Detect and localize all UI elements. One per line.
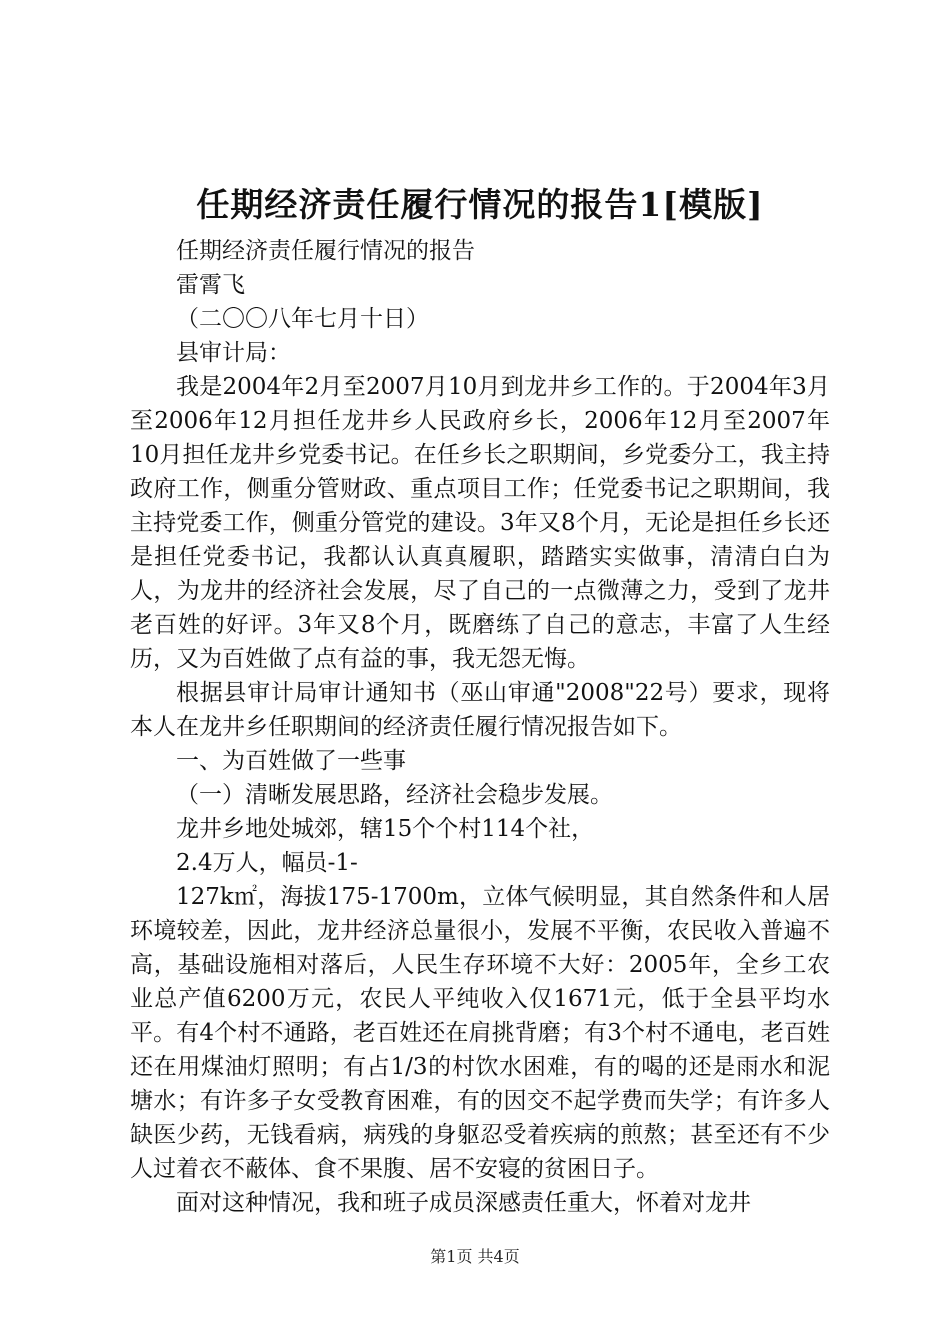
document-subtitle: 任期经济责任履行情况的报告 [176,238,475,264]
report-date: （二〇〇八年七月十日） [176,306,429,332]
body-line: 龙井乡地处城郊，辖15个个村114个社， [176,816,595,842]
addressee: 县审计局： [176,340,291,366]
body-paragraph: 我是2004年2月至2007月10月到龙井乡工作的。于2004年3月至2006年12月担任龙井乡人民政府乡长，2006年12月至2007年10月担任龙井乡党委书记。在任乡长之职期间，乡党委分工，我主持政府工作，侧重分管财政、重点项目工作；任党委书记之职期间，我主持党委工作，侧重分管党的建设。3年又8个月，无论是担任乡长还是担任党委书记，我都认认真真履职，踏踏实实做事，清清白白为人，为龙井的经济社会发展，尽了自己的一点微薄之力，受到了龙井老百姓的好评。3年又8个月，既磨练了自己的意志，丰富了人生经历，又为百姓做了点有益的事，我无怨无悔。 [130,374,830,672]
page-number-footer: 第1页 共4页 [430,1247,520,1266]
subsection-heading: （一）清晰发展思路，经济社会稳步发展。 [176,782,613,808]
section-heading: 一、为百姓做了一些事 [176,748,406,774]
body-paragraph: 面对这种情况，我和班子成员深感责任重大，怀着对龙井 [176,1190,751,1216]
document-title: 任期经济责任履行情况的报告1[模版] [196,185,764,224]
document-page [130,180,830,1220]
body-paragraph: 根据县审计局审计通知书（巫山审通"2008"22号）要求，现将本人在龙井乡任职期间的经济责任履行情况报告如下。 [130,680,830,740]
body-paragraph: 127k㎡，海拔175-1700m，立体气候明显，其自然条件和人居环境较差，因此，龙井经济总量很小，发展不平衡，农民收入普遍不高，基础设施相对落后，人民生存环境不大好：2005年，全乡工农业总产值6200万元，农民人平纯收入仅1671元，低于全县平均水平。有4个村不通路，老百姓还在肩挑背磨；有3个村不通电，老百姓还在用煤油灯照明；有占1/3的村饮水困难，有的喝的还是雨水和泥塘水；有许多子女受教育困难，有的因交不起学费而失学；有许多人缺医少药，无钱看病，病残的身躯忍受着疾病的煎熬；甚至还有不少人过着衣不蔽体、食不果腹、居不安寝的贫困日子。 [130,884,830,1182]
author-name: 雷霄飞 [176,272,245,298]
body-line: 2.4万人，幅员-1- [176,850,358,876]
